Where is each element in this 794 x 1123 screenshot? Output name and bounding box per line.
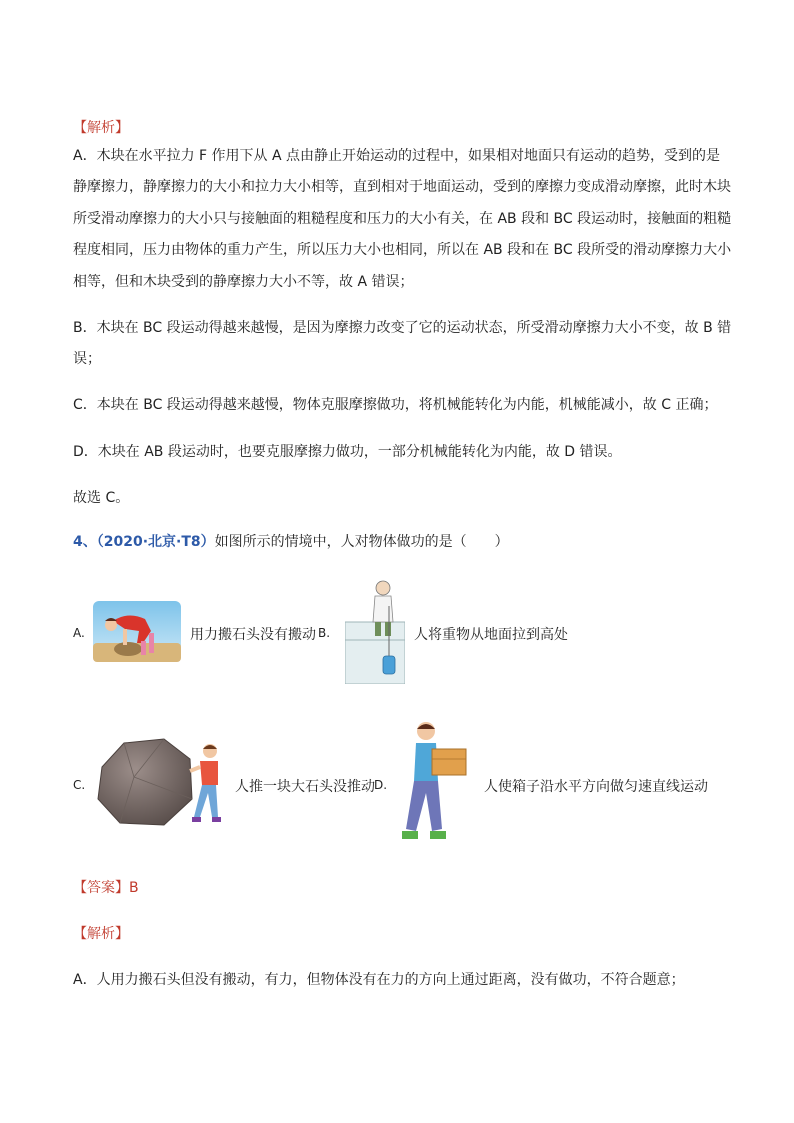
analysis-b-line-1: B．木块在 BC 段运动得越来越慢，是因为摩擦力改变了它的运动状态，所受滑动摩擦力大小不变，故 B 错 [73,320,732,336]
conclusion: 故选 C。 [73,490,130,506]
question-4 [73,532,509,552]
analysis-d: D．木块在 AB 段运动时，也要克服摩擦力做功，一部分机械能转化为内能，故 D 错误。 [73,444,622,460]
option-b-label: B. [318,626,331,640]
option-c-text: 人推一块大石头没推动 [235,779,375,795]
option-c-image [94,737,226,829]
analysis-a-line-2: 静摩擦力，静摩擦力的大小和拉力大小相等，直到相对于地面运动，受到的摩擦力变成滑动摩擦，此时木块 [73,179,731,195]
analysis-c: C．本块在 BC 段运动得越来越慢，物体克服摩擦做功，将机械能转化为内能，机械能减小，故 C 正确； [73,397,718,413]
option-a-image [93,601,181,662]
analysis-a-line-4: 程度相同，压力由物体的重力产生，所以压力大小也相同，所以在 AB 段和在 BC 段所受的滑动摩擦力大小 [73,242,732,258]
question-source: （2020·北京·T8） [96,534,215,550]
option-c-label: C. [73,778,86,792]
option-a-label: A. [73,626,85,640]
analysis-a-line-5: 相等，但和木块受到的静摩擦力大小不等，故 A 错误； [73,274,414,290]
question-number: 4、 [73,534,97,550]
analysis-2-heading: 【解析】 [73,926,129,942]
analysis-a-line-3: 所受滑动摩擦力的大小只与接触面的粗糙程度和压力的大小有关，在 AB 段和 BC 段运动时，接触面的粗糙 [73,211,732,227]
analysis-heading: 【解析】 [73,120,129,136]
option-a-text: 用力搬石头没有搬动 [190,627,316,643]
option-d-image [400,719,474,845]
analysis-b-line-2: 误； [73,351,101,367]
answer-heading: 【答案】 [73,880,129,896]
answer [73,878,139,898]
option-d-text: 人使箱子沿水平方向做匀速直线运动 [484,779,708,795]
option-b-text: 人将重物从地面拉到高处 [414,627,568,643]
question-stem: 如图所示的情境中，人对物体做功的是（ ） [214,534,509,550]
option-d-label: D. [374,778,388,792]
answer-value: B [129,880,139,896]
analysis-a-line-1: A．木块在水平拉力 F 作用下从 A 点由静止开始运动的过程中，如果相对地面只有运动的趋势，受到的是 [73,148,721,164]
option-b-image [345,578,405,684]
analysis-2-a: A．人用力搬石头但没有搬动，有力，但物体没有在力的方向上通过距离，没有做功，不符合题意； [73,972,685,988]
